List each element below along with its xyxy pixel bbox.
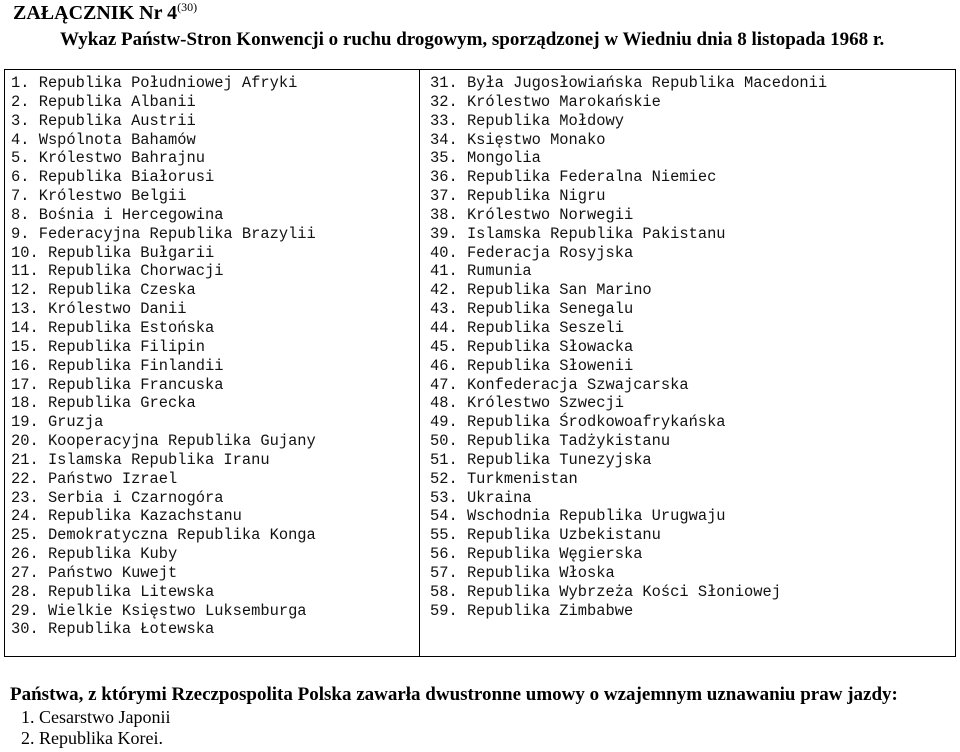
countries-column-left <box>5 70 420 656</box>
country-item: 51. Republika Tunezyjska <box>430 450 652 469</box>
country-item: 46. Republika Słowenii <box>430 356 634 375</box>
country-item: 53. Ukraina <box>430 488 532 507</box>
country-item: 3. Republika Austrii <box>11 111 196 130</box>
list-item: 2. Republika Korei. <box>21 728 163 748</box>
country-item: 21. Islamska Republika Iranu <box>11 450 270 469</box>
country-item: 41. Rumunia <box>430 262 532 281</box>
country-item: 31. Była Jugosłowiańska Republika Macedonii <box>430 74 828 92</box>
country-item: 33. Republika Mołdowy <box>430 111 624 130</box>
country-item: 4. Wspólnota Bahamów <box>11 130 196 149</box>
country-item: 14. Republika Estońska <box>11 318 215 337</box>
country-item: 47. Konfederacja Szwajcarska <box>430 375 689 394</box>
bilateral-agreements-list <box>21 707 170 749</box>
country-item: 22. Państwo Izrael <box>11 469 178 488</box>
country-item: 49. Republika Środkowoafrykańska <box>430 413 726 432</box>
country-item: 42. Republika San Marino <box>430 281 652 300</box>
country-item: 50. Republika Tadżykistanu <box>430 432 671 451</box>
list-item: 1. Cesarstwo Japonii <box>21 707 171 727</box>
country-item: 23. Serbia i Czarnogóra <box>11 488 224 507</box>
country-item: 9. Federacyjna Republika Brazylii <box>11 224 316 243</box>
country-item: 12. Republika Czeska <box>11 281 196 300</box>
country-item: 52. Turkmenistan <box>430 469 578 488</box>
country-item: 25. Demokratyczna Republika Konga <box>11 526 316 545</box>
title-text: ZAŁĄCZNIK Nr 4 <box>13 2 178 24</box>
country-item: 54. Wschodnia Republika Urugwaju <box>430 507 726 526</box>
country-item: 43. Republika Senegalu <box>430 300 634 319</box>
country-item: 5. Królestwo Bahrajnu <box>11 149 205 168</box>
country-item: 24. Republika Kazachstanu <box>11 507 242 526</box>
country-item: 48. Królestwo Szwecji <box>430 394 624 413</box>
country-item: 29. Wielkie Księstwo Luksemburga <box>11 601 307 620</box>
country-item: 40. Federacja Rosyjska <box>430 243 634 262</box>
country-item: 58. Republika Wybrzeża Kości Słoniowej <box>430 582 781 601</box>
country-item: 26. Republika Kuby <box>11 545 178 564</box>
country-item: 15. Republika Filipin <box>11 337 205 356</box>
country-item: 59. Republika Zimbabwe <box>430 601 634 620</box>
page-title <box>13 2 197 25</box>
country-item: 20. Kooperacyjna Republika Gujany <box>11 432 316 451</box>
country-item: 30. Republika Łotewska <box>11 620 215 639</box>
country-item: 37. Republika Nigru <box>430 187 606 206</box>
page-subtitle: Wykaz Państw-Stron Konwencji o ruchu drogowym, sporządzonej w Wiedniu dnia 8 listopada 1968 r. <box>60 29 885 50</box>
country-item: 2. Republika Albanii <box>11 92 196 111</box>
country-item: 55. Republika Uzbekistanu <box>430 526 661 545</box>
country-item: 36. Republika Federalna Niemiec <box>430 168 717 187</box>
country-item: 16. Republika Finlandii <box>11 356 224 375</box>
country-item: 10. Republika Bułgarii <box>11 243 215 262</box>
country-item: 38. Królestwo Norwegii <box>430 205 634 224</box>
country-item: 44. Republika Seszeli <box>430 318 624 337</box>
country-item: 17. Republika Francuska <box>11 375 224 394</box>
country-item: 8. Bośnia i Hercegowina <box>11 205 224 224</box>
country-item: 1. Republika Południowej Afryki <box>11 74 298 92</box>
country-item: 7. Królestwo Belgii <box>11 187 187 206</box>
footnote-marker: (30) <box>177 0 198 14</box>
countries-table <box>4 69 956 657</box>
country-item: 28. Republika Litewska <box>11 582 215 601</box>
country-item: 13. Królestwo Danii <box>11 300 187 319</box>
countries-column-right <box>420 70 955 656</box>
country-item: 56. Republika Węgierska <box>430 545 643 564</box>
country-item: 57. Republika Włoska <box>430 563 615 582</box>
country-item: 27. Państwo Kuwejt <box>11 563 178 582</box>
country-item: 18. Republika Grecka <box>11 394 196 413</box>
country-item: 39. Islamska Republika Pakistanu <box>430 224 726 243</box>
country-item: 34. Księstwo Monako <box>430 130 606 149</box>
country-item: 11. Republika Chorwacji <box>11 262 224 281</box>
country-item: 19. Gruzja <box>11 413 104 432</box>
country-item: 35. Mongolia <box>430 149 541 168</box>
bilateral-agreements-heading: Państwa, z którymi Rzeczpospolita Polska zawarła dwustronne umowy o wzajemnym uznawaniu praw jazdy: <box>10 684 898 705</box>
country-item: 32. Królestwo Marokańskie <box>430 92 661 111</box>
country-item: 6. Republika Białorusi <box>11 168 215 187</box>
country-item: 45. Republika Słowacka <box>430 337 634 356</box>
